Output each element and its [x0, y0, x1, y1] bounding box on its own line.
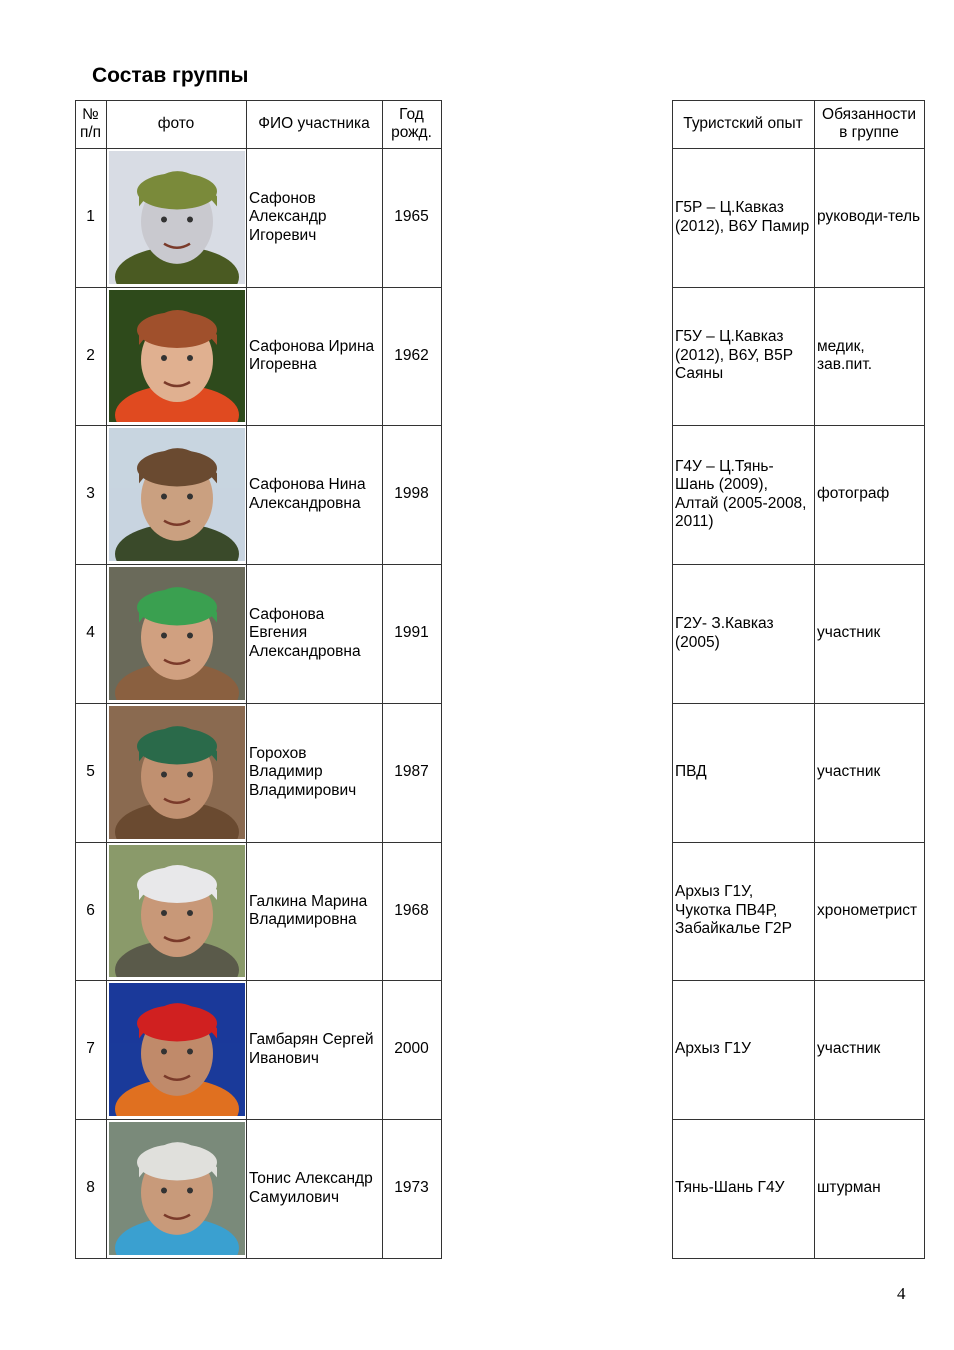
participant-photo — [109, 845, 245, 977]
grid-line — [814, 100, 815, 1259]
header-duties: Обязанности в группе — [822, 105, 916, 141]
birth-year: 1968 — [394, 901, 429, 919]
grid-line — [441, 100, 442, 1259]
tourist-experience: Г4У – Ц.Тянь-Шань (2009), Алтай (2005-2008, 2011) — [675, 457, 807, 530]
group-duty: медик, зав.пит. — [817, 337, 873, 373]
participant-photo — [109, 567, 245, 700]
grid-line — [75, 1258, 442, 1259]
participant-name: Сафонова Евгения Александровна — [249, 605, 361, 660]
tourist-experience: ПВД — [675, 763, 707, 781]
tourist-experience: Г5У – Ц.Кавказ (2012), В6У, В5Р Саяны — [675, 328, 794, 383]
grid-line — [246, 100, 247, 1259]
tourist-experience: Г2У- З.Кавказ (2005) — [675, 615, 774, 651]
header-year: Год рожд. — [391, 105, 432, 141]
group-duty: участник — [817, 624, 881, 642]
group-duty: участник — [817, 1040, 881, 1058]
group-duty: руководи-тель — [817, 208, 921, 226]
group-duty: хронометрист — [817, 901, 918, 919]
row-num: 7 — [86, 1040, 95, 1058]
row-num: 3 — [86, 485, 95, 503]
page-number: 4 — [897, 1284, 906, 1303]
grid-line — [106, 100, 107, 1259]
row-num: 4 — [86, 624, 95, 642]
tourist-experience: Г5Р – Ц.Кавказ (2012), В6У Памир — [675, 199, 810, 235]
page-title: Состав группы — [92, 64, 249, 87]
tourist-experience: Тянь-Шань Г4У — [675, 1179, 785, 1197]
row-num: 6 — [86, 901, 95, 919]
participant-name: Сафонова Ирина Игоревна — [249, 337, 375, 373]
row-num: 8 — [86, 1179, 95, 1197]
grid-line — [672, 100, 673, 1259]
birth-year: 1973 — [394, 1179, 429, 1197]
row-num: 1 — [86, 208, 95, 226]
grid-line — [382, 100, 383, 1259]
birth-year: 1991 — [394, 624, 429, 642]
grid-line — [672, 1258, 925, 1259]
participant-photo — [109, 290, 245, 422]
header-photo: фото — [157, 114, 195, 132]
participant-name: Галкина Марина Владимировна — [249, 892, 368, 928]
birth-year: 1962 — [394, 346, 429, 364]
participant-photo — [109, 983, 245, 1116]
grid-line — [75, 100, 76, 1259]
group-duty: фотограф — [817, 485, 890, 503]
row-num: 2 — [86, 346, 95, 364]
participant-name: Гамбарян Сергей Иванович — [249, 1031, 374, 1067]
birth-year: 1998 — [394, 485, 429, 503]
participant-photo — [109, 428, 245, 561]
row-num: 5 — [86, 763, 95, 781]
grid-line — [924, 100, 925, 1259]
header-name: ФИО участника — [258, 114, 370, 132]
tourist-experience: Архыз Г1У — [675, 1040, 751, 1058]
birth-year: 1965 — [394, 208, 429, 226]
group-duty: штурман — [817, 1179, 881, 1197]
birth-year: 1987 — [394, 763, 429, 781]
header-experience: Туристский опыт — [683, 114, 803, 132]
tourist-experience: Архыз Г1У, Чукотка ПВ4Р, Забайкалье Г2Р — [675, 883, 792, 938]
participant-photo — [109, 151, 245, 284]
header-num: № п/п — [79, 105, 102, 141]
participant-name: Сафонов Александр Игоревич — [249, 189, 327, 244]
participant-name: Тонис Александр Самуилович — [249, 1170, 373, 1206]
participant-photo — [109, 706, 245, 839]
group-duty: участник — [817, 763, 881, 781]
birth-year: 2000 — [394, 1040, 429, 1058]
participant-name: Сафонова Нина Александровна — [249, 476, 366, 512]
participant-photo — [109, 1122, 245, 1255]
participant-name: Горохов Владимир Владимирович — [249, 744, 357, 799]
